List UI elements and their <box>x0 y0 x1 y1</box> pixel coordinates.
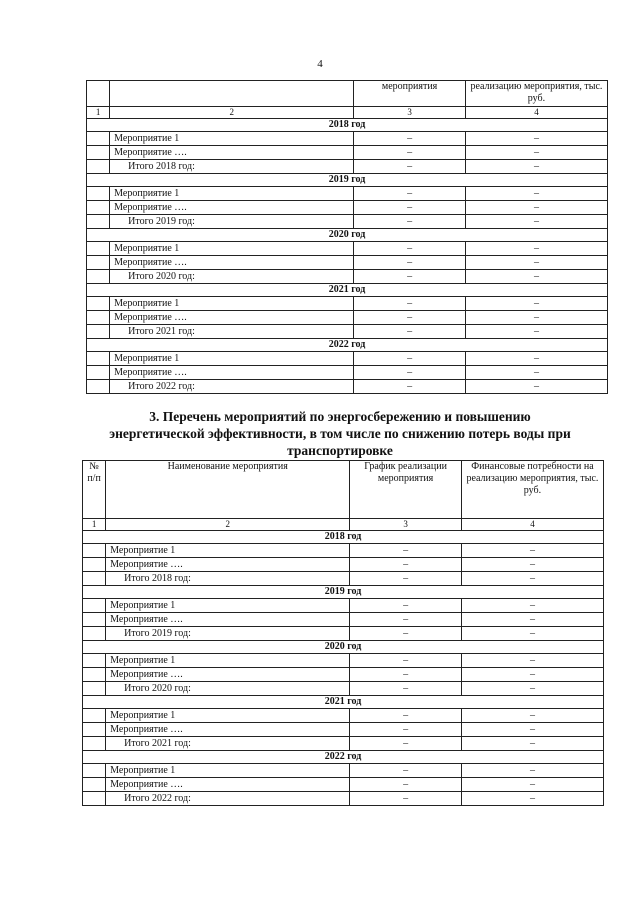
schedule-cell: – <box>350 544 462 558</box>
total-label: Итого 2020 год: <box>110 270 354 284</box>
year-title: 2019 год <box>83 586 604 599</box>
table-row <box>87 242 608 256</box>
schedule-cell: – <box>350 723 462 737</box>
total-label: Итого 2018 год: <box>110 160 354 174</box>
total-row <box>87 380 608 394</box>
year-row <box>87 284 608 297</box>
year-row <box>87 339 608 352</box>
table-header <box>83 461 604 531</box>
total-row <box>83 572 604 586</box>
column-number: 1 <box>83 519 106 531</box>
financing-cell: – <box>461 599 603 613</box>
total-row <box>83 737 604 751</box>
total-label: Итого 2021 год: <box>106 737 350 751</box>
total-row <box>83 792 604 806</box>
row-number-cell <box>83 572 106 586</box>
year-title: 2019 год <box>87 174 608 187</box>
schedule-cell: – <box>354 146 466 160</box>
row-number-cell <box>83 709 106 723</box>
schedule-cell: – <box>354 242 466 256</box>
financing-cell: – <box>461 558 603 572</box>
table-row <box>83 558 604 572</box>
event-name: Мероприятие …. <box>110 311 354 325</box>
schedule-cell: – <box>350 613 462 627</box>
row-number-cell <box>87 366 110 380</box>
total-label: Итого 2019 год: <box>106 627 350 641</box>
financing-cell: – <box>465 187 607 201</box>
total-row <box>83 627 604 641</box>
financing-cell: – <box>465 132 607 146</box>
year-title: 2020 год <box>87 229 608 242</box>
table-row <box>87 297 608 311</box>
financing-cell: – <box>461 572 603 586</box>
table-row <box>83 599 604 613</box>
column-number: 4 <box>461 519 603 531</box>
table-row <box>83 709 604 723</box>
total-label: Итого 2021 год: <box>110 325 354 339</box>
financing-cell: – <box>461 668 603 682</box>
year-row <box>87 174 608 187</box>
table-row <box>87 366 608 380</box>
financing-cell: – <box>461 654 603 668</box>
financing-cell: – <box>461 792 603 806</box>
row-number-cell <box>83 558 106 572</box>
schedule-cell: – <box>350 668 462 682</box>
header-financing: Финансовые потребности на реализацию мероприятия, тыс. руб. <box>461 461 603 519</box>
schedule-cell: – <box>350 764 462 778</box>
schedule-cell: – <box>350 654 462 668</box>
row-number-cell <box>87 215 110 229</box>
header-schedule: График реализации мероприятия <box>350 461 462 519</box>
table-body <box>83 531 604 806</box>
schedule-cell: – <box>354 187 466 201</box>
year-row <box>87 229 608 242</box>
table-body <box>87 119 608 394</box>
row-number-cell <box>83 544 106 558</box>
year-title: 2022 год <box>83 751 604 764</box>
column-number: 3 <box>350 519 462 531</box>
table-row <box>83 723 604 737</box>
event-name: Мероприятие …. <box>106 668 350 682</box>
row-number-cell <box>87 256 110 270</box>
financing-cell: – <box>461 778 603 792</box>
schedule-cell: – <box>354 215 466 229</box>
financing-cell: – <box>465 242 607 256</box>
row-number-cell <box>87 242 110 256</box>
year-title: 2021 год <box>83 696 604 709</box>
table-row <box>87 146 608 160</box>
year-row <box>83 751 604 764</box>
schedule-cell: – <box>350 792 462 806</box>
financing-cell: – <box>461 709 603 723</box>
schedule-cell: – <box>354 352 466 366</box>
year-row <box>83 531 604 544</box>
header-number <box>87 81 110 107</box>
event-name: Мероприятие …. <box>106 558 350 572</box>
total-row <box>87 160 608 174</box>
section-title: 3. Перечень мероприятий по энергосбережению и повышению энергетической эффективности, в том числе по снижению потерь воды при транспортировке <box>109 409 571 458</box>
total-row <box>87 215 608 229</box>
financing-cell: – <box>465 366 607 380</box>
event-name: Мероприятие 1 <box>106 764 350 778</box>
table-row <box>83 764 604 778</box>
table-row <box>83 668 604 682</box>
total-label: Итого 2018 год: <box>106 572 350 586</box>
total-row <box>83 682 604 696</box>
financing-cell: – <box>465 380 607 394</box>
header-schedule: мероприятия <box>354 81 466 107</box>
row-number-cell <box>87 187 110 201</box>
financing-cell: – <box>465 201 607 215</box>
column-number: 3 <box>354 107 466 119</box>
column-number: 1 <box>87 107 110 119</box>
event-name: Мероприятие 1 <box>110 242 354 256</box>
row-number-cell <box>87 297 110 311</box>
row-number-cell <box>87 132 110 146</box>
table-row <box>87 311 608 325</box>
header-name: Наименование мероприятия <box>106 461 350 519</box>
event-name: Мероприятие 1 <box>110 352 354 366</box>
total-label: Итого 2019 год: <box>110 215 354 229</box>
event-name: Мероприятие …. <box>106 613 350 627</box>
row-number-cell <box>83 599 106 613</box>
row-number-cell <box>83 627 106 641</box>
schedule-cell: – <box>354 311 466 325</box>
total-row <box>87 270 608 284</box>
row-number-cell <box>83 654 106 668</box>
financing-cell: – <box>465 160 607 174</box>
year-title: 2020 год <box>83 641 604 654</box>
financing-cell: – <box>465 325 607 339</box>
row-number-cell <box>83 723 106 737</box>
header-name <box>110 81 354 107</box>
schedule-cell: – <box>350 709 462 723</box>
event-name: Мероприятие …. <box>106 778 350 792</box>
year-title: 2022 год <box>87 339 608 352</box>
table-row <box>83 613 604 627</box>
year-title: 2018 год <box>83 531 604 544</box>
schedule-cell: – <box>350 778 462 792</box>
financing-cell: – <box>465 297 607 311</box>
event-name: Мероприятие …. <box>106 723 350 737</box>
financing-cell: – <box>465 146 607 160</box>
year-row <box>83 586 604 599</box>
row-number-cell <box>87 325 110 339</box>
year-title: 2018 год <box>87 119 608 132</box>
row-number-cell <box>87 201 110 215</box>
event-name: Мероприятие …. <box>110 201 354 215</box>
row-number-cell <box>83 682 106 696</box>
schedule-cell: – <box>350 682 462 696</box>
total-label: Итого 2020 год: <box>106 682 350 696</box>
row-number-cell <box>87 270 110 284</box>
schedule-cell: – <box>354 160 466 174</box>
schedule-cell: – <box>350 627 462 641</box>
total-label: Итого 2022 год: <box>110 380 354 394</box>
financing-cell: – <box>465 256 607 270</box>
column-number: 4 <box>465 107 607 119</box>
row-number-cell <box>83 792 106 806</box>
row-number-cell <box>87 311 110 325</box>
row-number-cell <box>83 613 106 627</box>
event-name: Мероприятие …. <box>110 256 354 270</box>
event-name: Мероприятие 1 <box>106 654 350 668</box>
table-row <box>87 187 608 201</box>
event-name: Мероприятие 1 <box>106 599 350 613</box>
table-row <box>87 132 608 146</box>
events-table-continued <box>86 80 608 394</box>
table-row <box>83 654 604 668</box>
table-row <box>83 544 604 558</box>
row-number-cell <box>83 737 106 751</box>
financing-cell: – <box>461 627 603 641</box>
event-name: Мероприятие 1 <box>110 132 354 146</box>
header-financing: реализацию мероприятия, тыс. руб. <box>465 81 607 107</box>
year-title: 2021 год <box>87 284 608 297</box>
event-name: Мероприятие 1 <box>110 297 354 311</box>
schedule-cell: – <box>354 270 466 284</box>
page-number: 4 <box>317 58 323 70</box>
schedule-cell: – <box>350 558 462 572</box>
schedule-cell: – <box>354 256 466 270</box>
schedule-cell: – <box>350 572 462 586</box>
year-row <box>87 119 608 132</box>
financing-cell: – <box>461 737 603 751</box>
event-name: Мероприятие 1 <box>106 709 350 723</box>
financing-cell: – <box>461 764 603 778</box>
financing-cell: – <box>465 352 607 366</box>
column-number: 2 <box>110 107 354 119</box>
row-number-cell <box>83 764 106 778</box>
financing-cell: – <box>461 723 603 737</box>
financing-cell: – <box>461 544 603 558</box>
total-label: Итого 2022 год: <box>106 792 350 806</box>
financing-cell: – <box>461 682 603 696</box>
row-number-cell <box>87 352 110 366</box>
table-header <box>87 81 608 119</box>
schedule-cell: – <box>350 737 462 751</box>
schedule-cell: – <box>354 201 466 215</box>
event-name: Мероприятие …. <box>110 146 354 160</box>
row-number-cell <box>87 160 110 174</box>
financing-cell: – <box>465 270 607 284</box>
row-number-cell <box>83 668 106 682</box>
schedule-cell: – <box>354 380 466 394</box>
row-number-cell <box>87 146 110 160</box>
financing-cell: – <box>461 613 603 627</box>
table-row <box>87 256 608 270</box>
year-row <box>83 641 604 654</box>
financing-cell: – <box>465 215 607 229</box>
total-row <box>87 325 608 339</box>
column-number: 2 <box>106 519 350 531</box>
schedule-cell: – <box>354 132 466 146</box>
events-table <box>82 460 604 806</box>
row-number-cell <box>83 778 106 792</box>
schedule-cell: – <box>354 366 466 380</box>
year-row <box>83 696 604 709</box>
schedule-cell: – <box>354 297 466 311</box>
financing-cell: – <box>465 311 607 325</box>
header-number: № п/п <box>83 461 106 519</box>
table-row <box>87 352 608 366</box>
event-name: Мероприятие 1 <box>110 187 354 201</box>
event-name: Мероприятие 1 <box>106 544 350 558</box>
table-row <box>87 201 608 215</box>
row-number-cell <box>87 380 110 394</box>
schedule-cell: – <box>354 325 466 339</box>
schedule-cell: – <box>350 599 462 613</box>
table-row <box>83 778 604 792</box>
event-name: Мероприятие …. <box>110 366 354 380</box>
